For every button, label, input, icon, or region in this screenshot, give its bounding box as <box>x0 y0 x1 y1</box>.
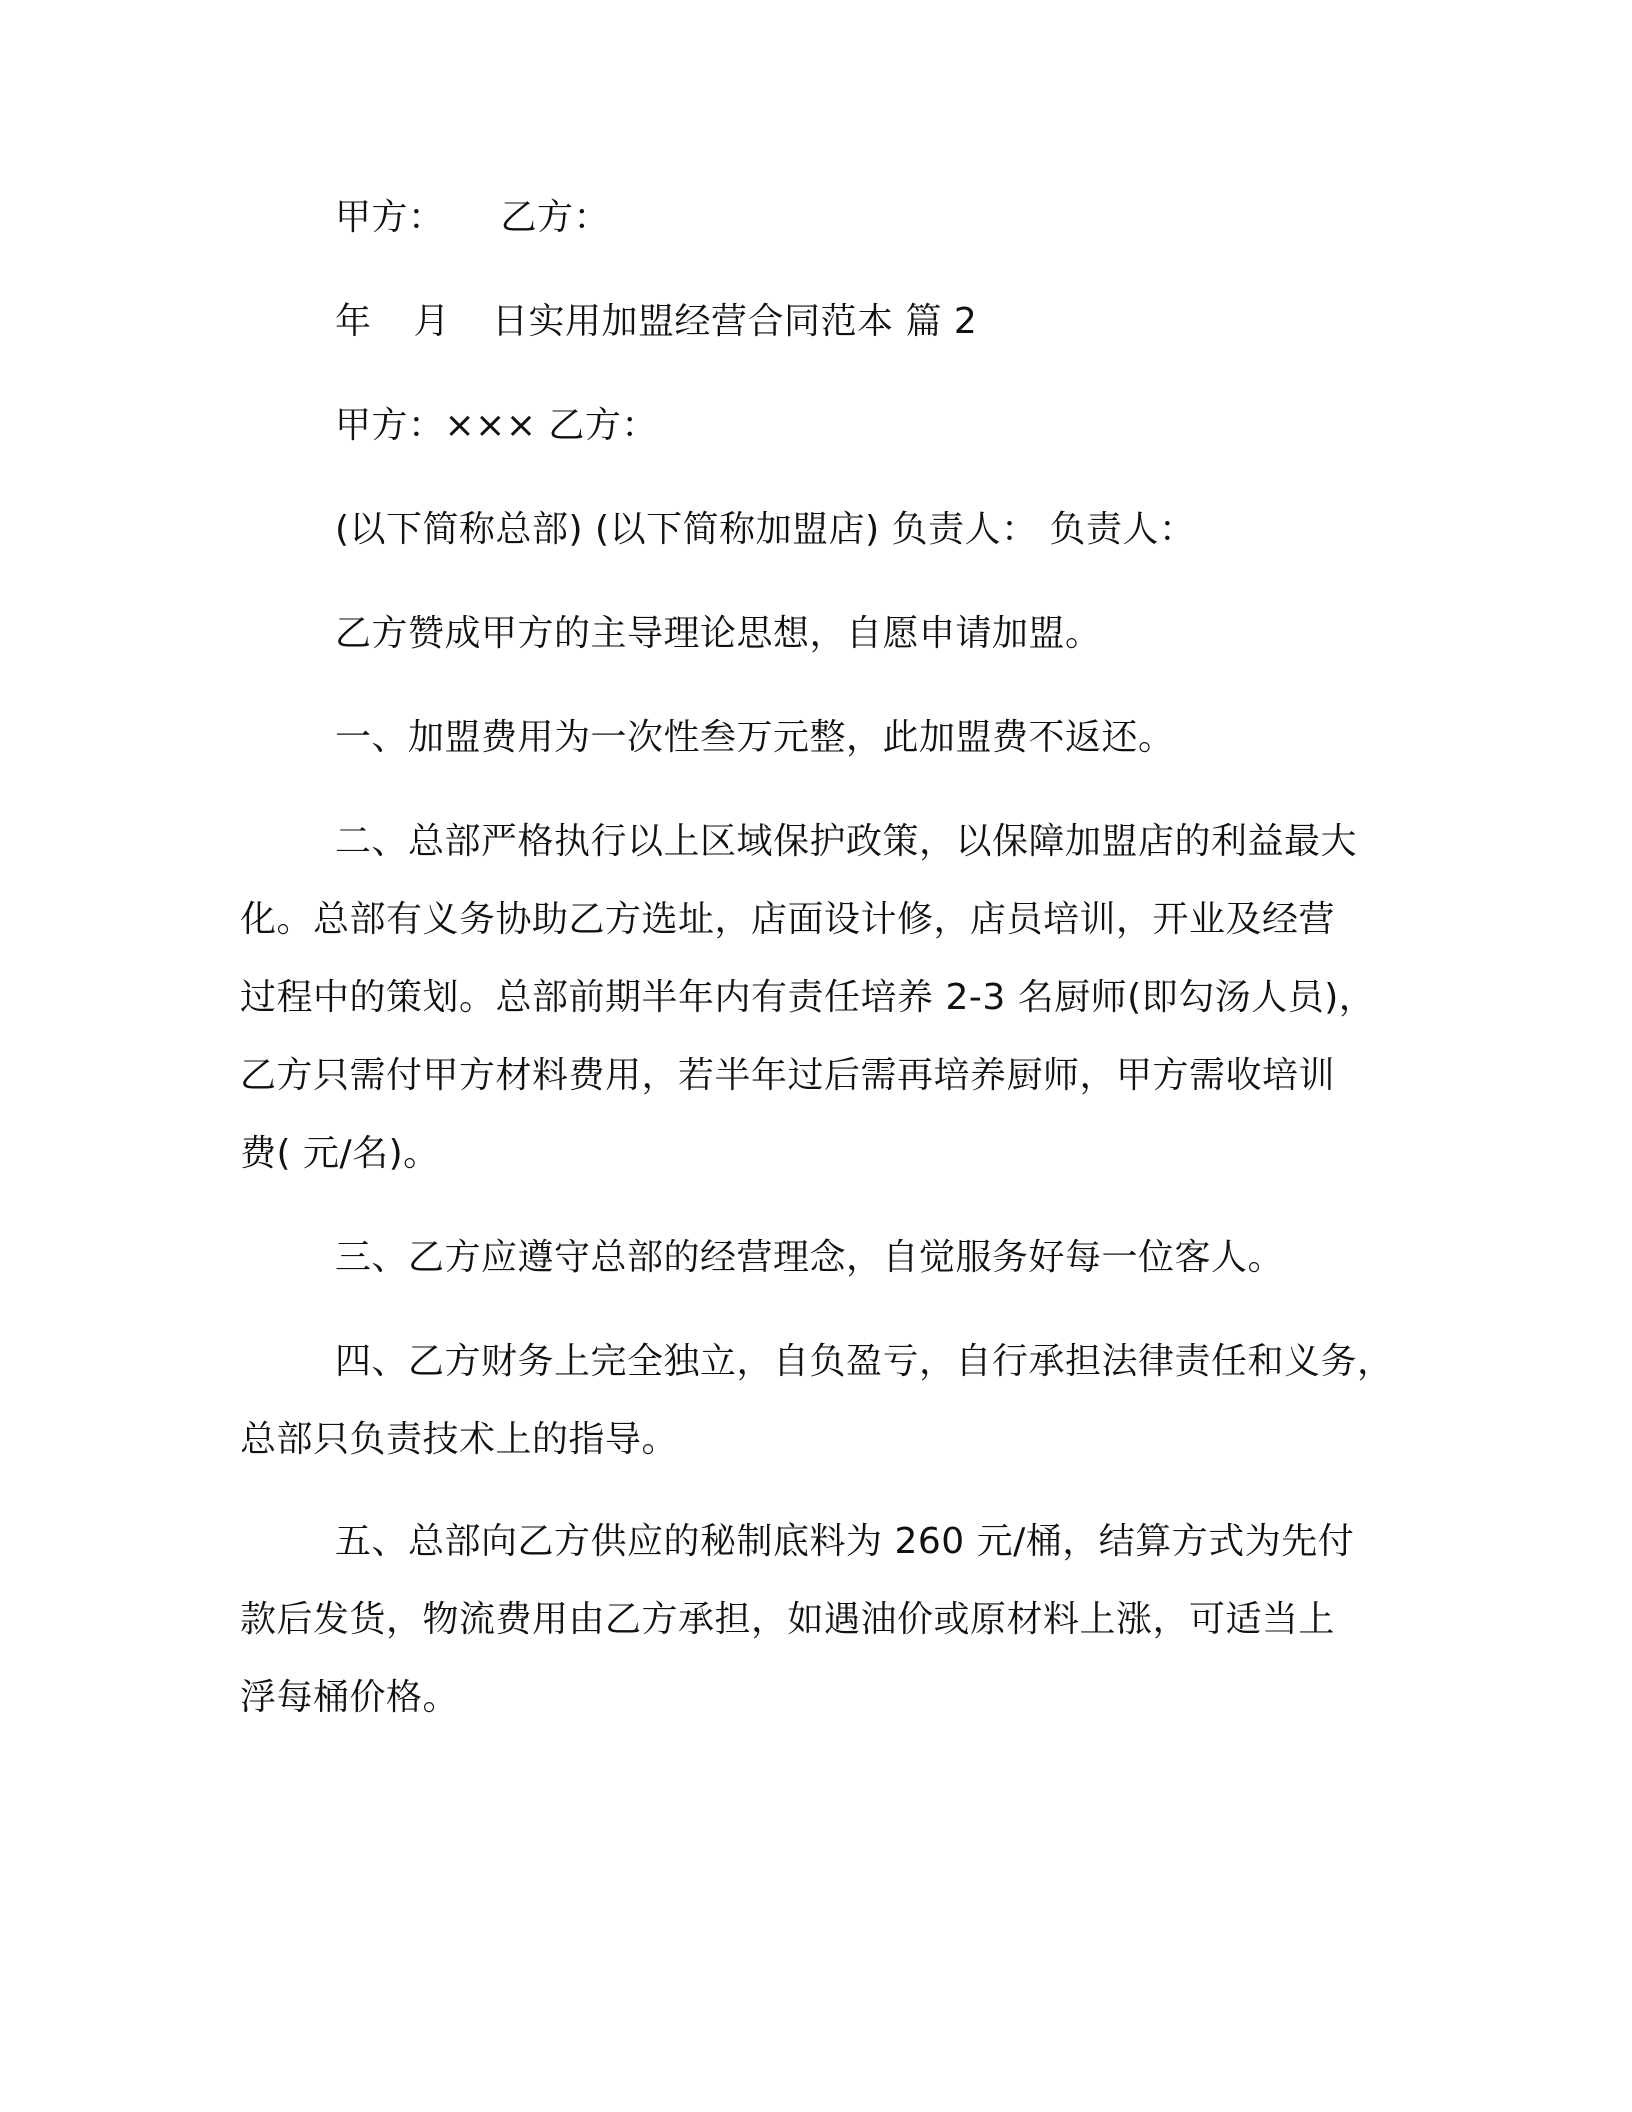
year-label: 年 <box>335 301 372 342</box>
clause-5-line: 五、总部向乙方供应的秘制底料为 260 元/桶，结算方式为先付 <box>335 1521 1355 1562</box>
clause-1: 一、加盟费用为一次性叁万元整，此加盟费不返还。 <box>335 717 1175 758</box>
party-b-label: 乙方： <box>500 197 611 238</box>
date-title-line <box>335 300 977 344</box>
clause-5-line: 款后发货，物流费用由乙方承担，如遇油价或原材料上涨，可适当上 <box>240 1599 1336 1640</box>
parties-line: 甲方：××× 乙方： <box>335 405 658 446</box>
party-signature-line <box>335 196 610 240</box>
month-label: 月 <box>413 301 451 342</box>
clause-4-line: 总部只负责技术上的指导。 <box>240 1419 679 1460</box>
party-a-label: 甲方： <box>335 197 445 238</box>
clause-2-line: 化。总部有义务协助乙方选址，店面设计修，店员培训，开业及经营 <box>240 899 1336 940</box>
intro-paragraph: 乙方赞成甲方的主导理论思想，自愿申请加盟。 <box>335 613 1102 654</box>
clause-2-line: 二、总部严格执行以上区域保护政策，以保障加盟店的利益最大 <box>335 821 1358 862</box>
clause-5-line: 浮每桶价格。 <box>240 1677 460 1718</box>
clause-3: 三、乙方应遵守总部的经营理念，自觉服务好每一位客人。 <box>335 1237 1285 1278</box>
abbreviation-line: (以下简称总部) (以下简称加盟店) 负责人： 负责人： <box>335 509 1196 550</box>
section-title: 日实用加盟经营合同范本 篇 2 <box>492 301 978 342</box>
clause-2-line: 过程中的策划。总部前期半年内有责任培养 2-3 名厨师(即勾汤人员)， <box>240 977 1376 1018</box>
clause-4-line: 四、乙方财务上完全独立，自负盈亏，自行承担法律责任和义务， <box>335 1341 1394 1382</box>
clause-2-line: 乙方只需付甲方材料费用，若半年过后需再培养厨师，甲方需收培训 <box>240 1055 1336 1096</box>
clause-2-line: 费( 元/名)。 <box>240 1133 440 1174</box>
